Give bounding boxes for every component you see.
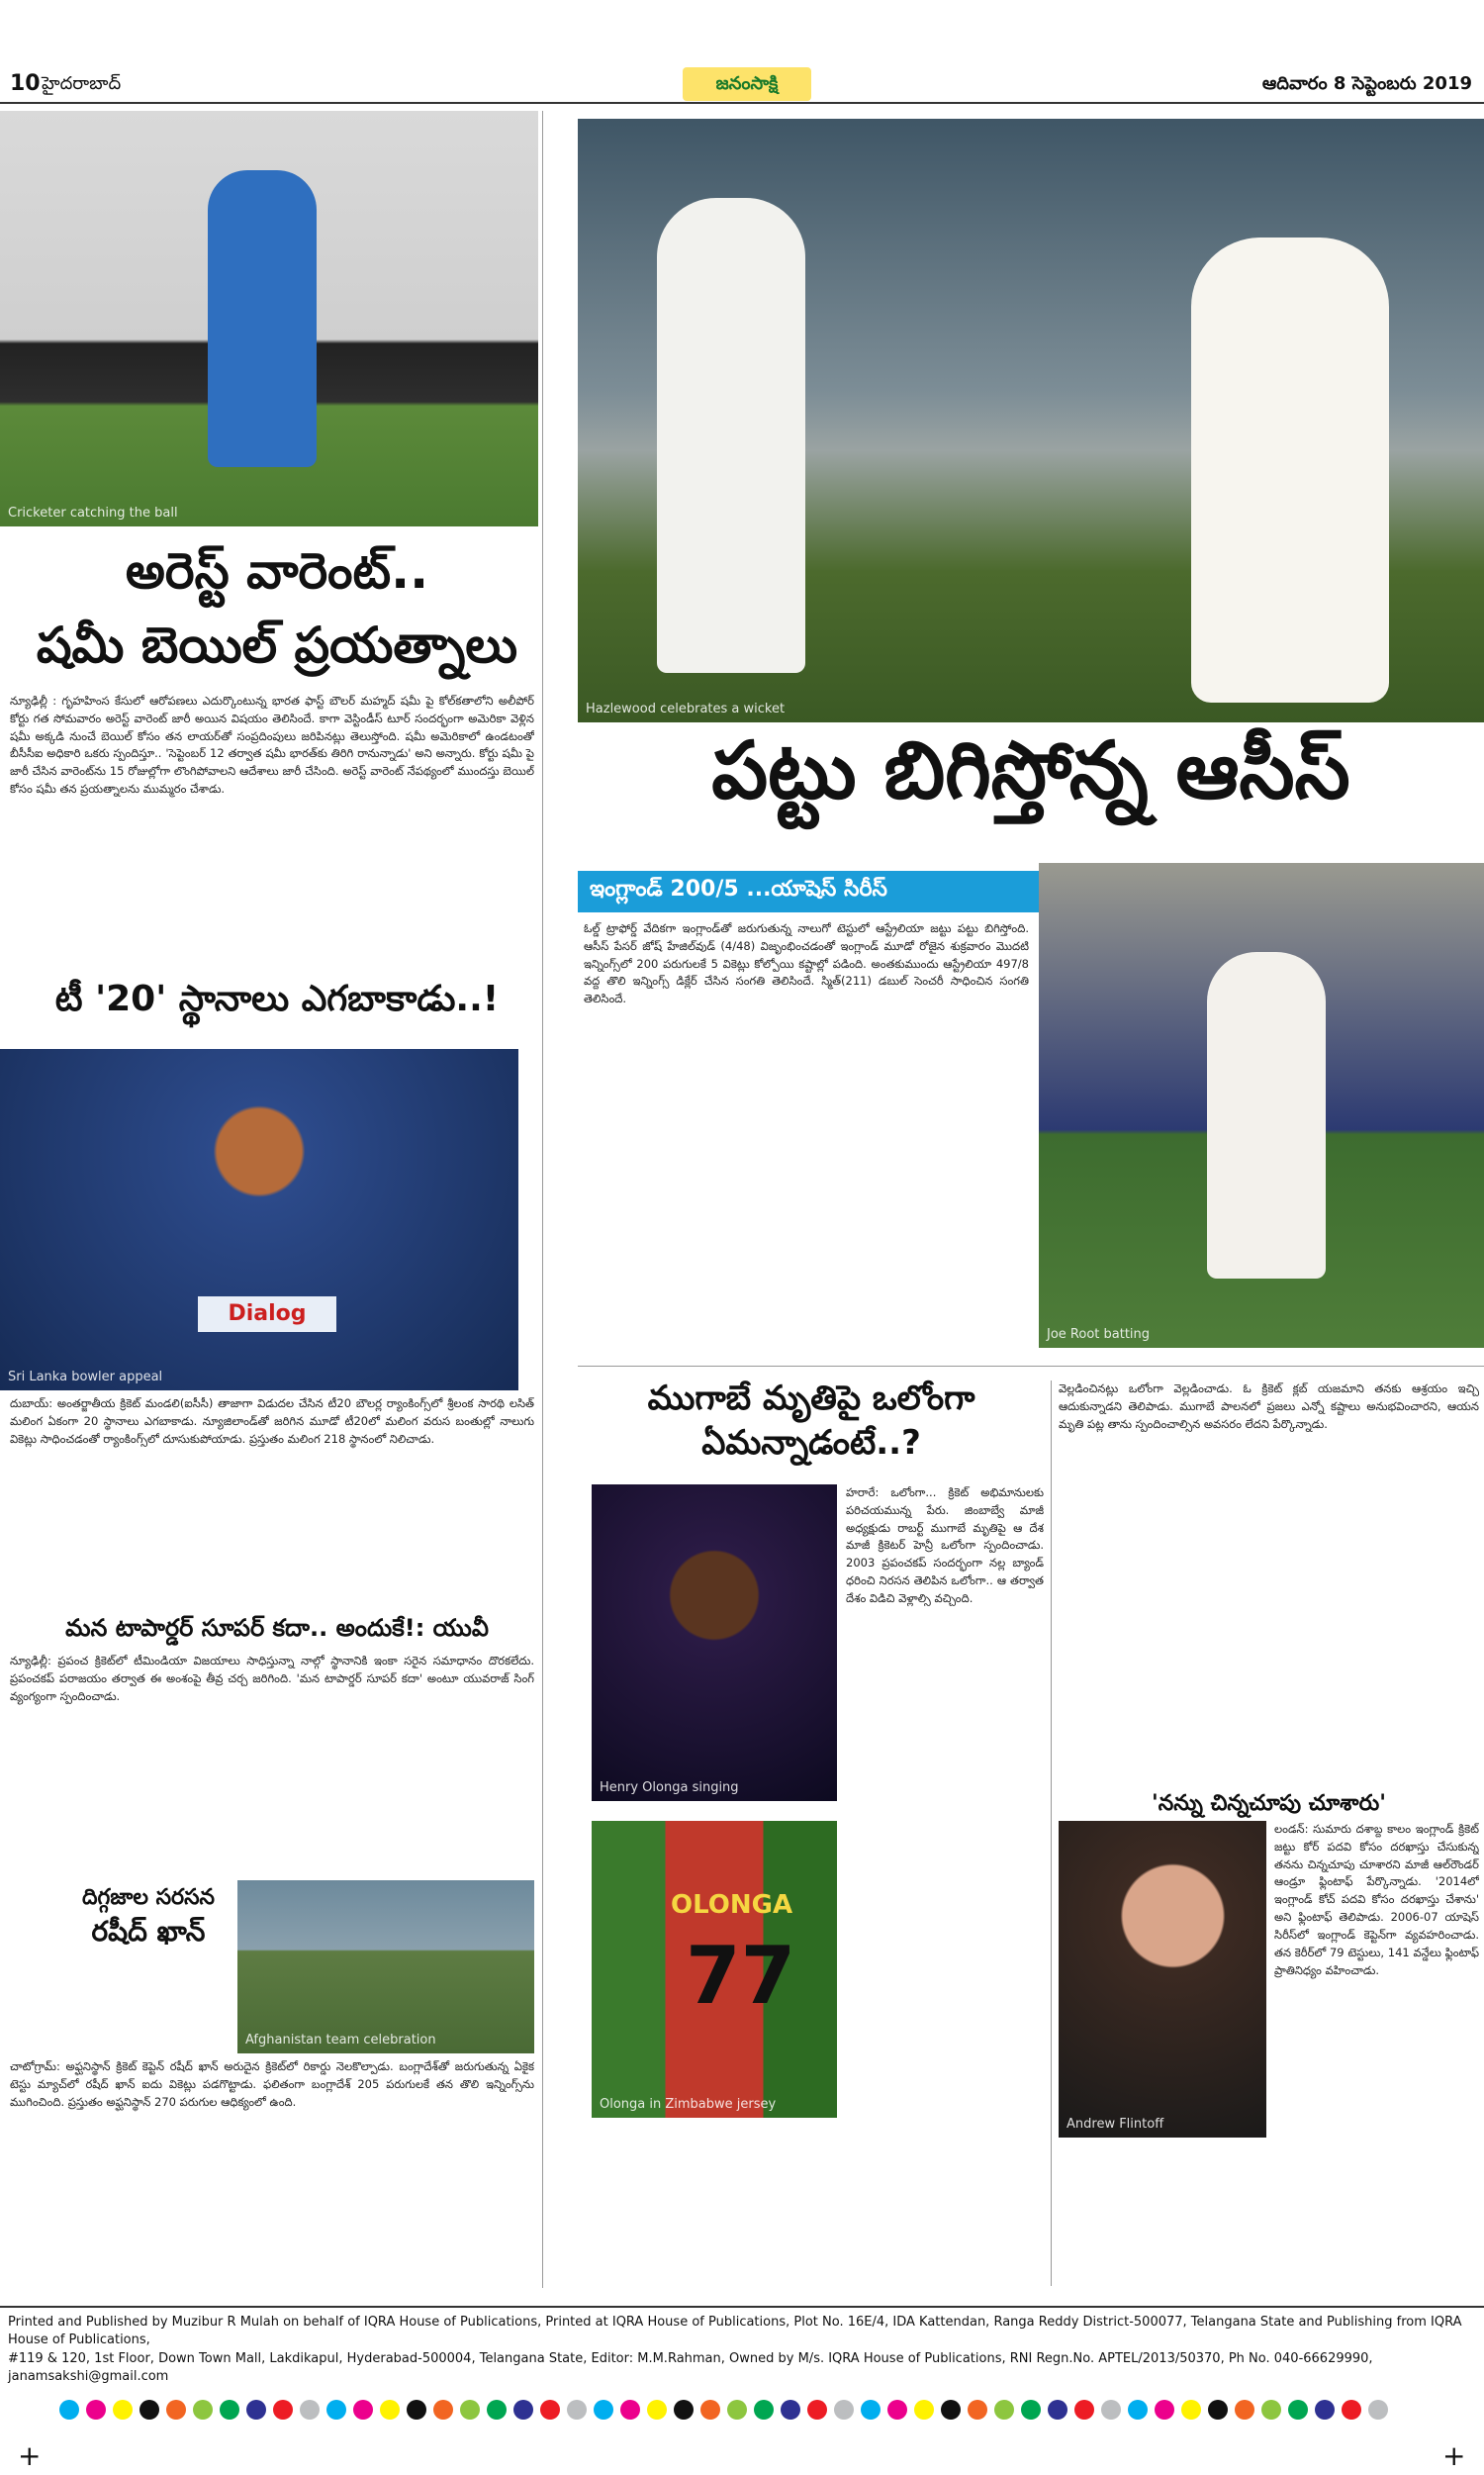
color-swatch (1128, 2400, 1148, 2420)
color-swatch (700, 2400, 720, 2420)
story-ashes: ఓల్డ్ ట్రాఫోర్డ్ వేదికగా ఇంగ్లాండ్‌తో జరుగుతున్న నాలుగో టెస్టులో ఆస్ట్రేలియా జట్టు పట్టు బిగిస్తోంది. ఆసీస్ పేసర్ జోష్ హేజిల్‌వుడ్ (4/48) విజృంభించడంతో ఇంగ్లాండ్ మూడో రోజైన శుక్రవారం మొదటి ఇన్నింగ్స్‌లో 200 పరుగులకే 5 వికెట్లు కోల్పోయి కష్టాల్లో పడింది. అంతకుముందు ఆస్ట్రేలియా 497/8 వద్ద తొలి ఇన్నింగ్స్ డిక్లేర్ చేసిన సంగతి తెలిసిందే. స్మిత్(211) డబుల్ సెంచరీ సాధించిన సంగతి తెలిసిందే. (584, 921, 1029, 1006)
color-swatch (781, 2400, 800, 2420)
mid-column-divider (1051, 1380, 1052, 2286)
left-photo-malinga: Dialog Sri Lanka bowler appeal (0, 1049, 518, 1390)
story-flintoff: లండన్: సుమారు దశాబ్ద కాలం ఇంగ్లాండ్ క్రికెట్ జట్టు కోర్ పదవి కోసం దరఖాస్తు చేసుకున్న తనను చిన్నచూపు చూశారని మాజీ ఆల్‌రౌండర్ ఆండ్రూ ఫ్లింటాఫ్ పేర్కొన్నాడు. '2014లో ఇంగ్లాండ్ కోచ్ పదవి కోసం దరఖాస్తు చేశాను' అని ఫ్లింటాఫ్ తెలిపాడు. 2006-07 యాషెస్ సిరీస్‌లో ఇంగ్లాండ్ కెప్టెన్‌గా వ్యవహరించాడు. తన కెరీర్‌లో 79 టెస్టులు, 141 వన్డేలు ఫ్లింటాఫ్ ప్రాతినిధ్యం వహించాడు. (1274, 1822, 1479, 1977)
color-swatch (1261, 2400, 1281, 2420)
left-photo-afghan: Afghanistan team celebration (237, 1880, 534, 2053)
color-swatch (727, 2400, 747, 2420)
jersey-logo: Dialog (198, 1296, 336, 1332)
footer-rule (0, 2306, 1484, 2308)
headline-rashid-line1: దిగ్గజాల సరసన (81, 1885, 215, 1910)
color-swatch (1021, 2400, 1041, 2420)
color-swatch (887, 2400, 907, 2420)
page-number: 10 (10, 71, 41, 96)
story-yuvi: న్యూఢిల్లీ: ప్రపంచ క్రికెట్‌లో టీమిండియా విజయాలు సాధిస్తున్నా నాల్గో స్థానానికి ఇంకా సరైన సమాధానం దొరకలేదు. ప్రపంచకప్ పరాజయం తర్వాత ఈ అంశంపై తీవ్ర చర్చ జరిగింది. 'మన టాపార్డర్ సూపర్ కదా' అంటూ యువరాజ్ సింగ్ వ్యంగ్యంగా స్పందించాడు. (10, 1654, 534, 1703)
color-swatch (59, 2400, 79, 2420)
right-section-divider (578, 1366, 1484, 1367)
masthead (0, 0, 1484, 104)
crop-mark-left: + (18, 2439, 42, 2472)
color-swatch (1315, 2400, 1335, 2420)
headline-aussies: పట్టు బిగిస్తోన్న ఆసీస్ (711, 724, 1350, 816)
color-swatch (220, 2400, 239, 2420)
date-line: ఆదివారం 8 సెప్టెంబరు 2019 (1261, 73, 1472, 94)
color-swatch (1155, 2400, 1174, 2420)
color-swatch (273, 2400, 293, 2420)
headline-shami-line2: షమీ బెయిల్ ప్రయత్నాలు (36, 617, 518, 674)
crop-mark-right: + (1442, 2439, 1466, 2472)
color-swatch (246, 2400, 266, 2420)
color-swatch (433, 2400, 453, 2420)
color-swatch (941, 2400, 961, 2420)
color-swatch (86, 2400, 106, 2420)
color-swatch (380, 2400, 400, 2420)
headline-malinga: టీ '20' స్థానాలు ఎగబాకాడు..! (54, 979, 500, 1019)
color-swatch (1368, 2400, 1388, 2420)
left-column-divider (542, 111, 543, 2288)
color-swatch (513, 2400, 533, 2420)
story-malinga: దుబాయ్: అంతర్జాతీయ క్రికెట్ మండలి(ఐసీసీ) తాజాగా విడుదల చేసిన టీ20 బౌలర్ల ర్యాంకింగ్స్‌లో శ్రీలంక సారథి లసిత్ మలింగ ఏకంగా 20 స్థానాలు ఎగబాకాడు. న్యూజిలాండ్‌తో జరిగిన మూడో టీ20లో మలింగ వరుస బంతుల్లో నాలుగు వికెట్లు సాధించడంతో ర్యాంకింగ్స్‌లో దూసుకుపోయాడు. ప్రస్తుతం మలింగ 218 స్థానంలో నిలిచాడు. (10, 1396, 534, 1446)
color-swatch (407, 2400, 426, 2420)
color-swatch (113, 2400, 133, 2420)
color-swatch (460, 2400, 480, 2420)
story-olonga: హరారే: ఒలోంగా... క్రికెట్ అభిమానులకు పరిచయమున్న పేరు. జింబాబ్వే మాజీ అధ్యక్షుడు రాబర్ట్ ముగాబే మృతిపై ఆ దేశ మాజీ క్రికెటర్ హెన్రీ ఒలోంగా స్పందించాడు. 2003 ప్రపంచకప్ సందర్భంగా నల్ల బ్యాండ్ ధరించి నిరసన తెలిపిన ఒలోంగా.. ఆ తర్వాత దేశం విడిచి వెళ్లాల్సి వచ్చింది. (846, 1485, 1044, 1605)
color-swatch (994, 2400, 1014, 2420)
color-swatch (1048, 2400, 1067, 2420)
paper-logo (683, 67, 811, 101)
color-swatch (1181, 2400, 1201, 2420)
color-swatch (914, 2400, 934, 2420)
headline-olonga-line1: ముగాబే మృతిపై ఒలోంగా (647, 1379, 975, 1418)
color-swatch (353, 2400, 373, 2420)
story-olonga-continued: వెల్లడించినట్లు ఒలోంగా వెల్లడించాడు. ఓ క్రికెట్ క్లబ్ యజమాని తనకు ఆశ్రయం ఇచ్చి ఆదుకున్నాడని తెలిపాడు. ముగాబే పాలనలో ప్రజలు ఎన్నో కష్టాలు అనుభవించారని, ఆయన మృతి పట్ల తాను స్పందించాల్సిన అవసరం లేదని పేర్కొన్నాడు. (1059, 1381, 1479, 1431)
imprint-line2: #119 & 120, 1st Floor, Down Town Mall, Lakdikapul, Hyderabad-500004, Telangana State, Editor: M.M.Rahman, Owned by M/s. IQRA House of Publications, RNI Regn.No. APTEL/2013/50370, Ph No. 040-66629990, janamsakshi@gmail.com (8, 2351, 1373, 2384)
color-swatch (1208, 2400, 1228, 2420)
photo-olonga-singing: Henry Olonga singing (592, 1484, 837, 1801)
side-photo-root: Joe Root batting (1039, 863, 1484, 1348)
story-rashid: చాటోగ్రామ్: అఫ్ఘనిస్థాన్ క్రికెట్ కెప్టెన్ రషీద్ ఖాన్ అరుదైన క్రికెట్‌లో రికార్డు నెలకొల్పాడు. బంగ్లాదేశ్‌తో జరుగుతున్న ఏకైక టెస్టు మ్యాచ్‌లో రషీద్ ఖాన్ ఐదు వికెట్లు పడగొట్టాడు. ఫలితంగా బంగ్లాదేశ్ 205 పరుగులకే తన తొలి ఇన్నింగ్స్‌ను ముగించింది. ప్రస్తుతం అఫ్ఘనిస్థాన్ 270 పరుగుల ఆధిక్యంలో ఉంది. (10, 2059, 534, 2109)
color-swatch (1101, 2400, 1121, 2420)
batsman-figure (657, 198, 805, 673)
color-swatch (139, 2400, 159, 2420)
left-photo-fielder: Cricketer catching the ball (0, 111, 538, 526)
color-swatch (620, 2400, 640, 2420)
headline-rashid-line2: రషీద్ ఖాన్ (91, 1915, 206, 1948)
color-swatch (674, 2400, 694, 2420)
color-swatch (834, 2400, 854, 2420)
masthead-rule (0, 102, 1484, 104)
color-swatch (300, 2400, 320, 2420)
color-registration-bar (59, 2400, 1425, 2424)
city-name: హైదరాబాద్ (42, 73, 122, 94)
color-swatch (968, 2400, 987, 2420)
paper-name: జనంసాక్షి (715, 73, 779, 94)
jersey-name: OLONGA (671, 1890, 793, 1920)
color-swatch (567, 2400, 587, 2420)
color-swatch (1235, 2400, 1254, 2420)
color-swatch (1342, 2400, 1361, 2420)
color-swatch (594, 2400, 613, 2420)
score-badge-text: ఇంగ్లాండ్ 200/5 ...యాషెస్ సిరీస్ (590, 877, 887, 902)
headline-olonga-line2: ఏమన్నాడంటే..? (701, 1423, 921, 1463)
headline-flintoff: 'నన్ను చిన్నచూపు చూశారు' (1152, 1791, 1386, 1816)
color-swatch (647, 2400, 667, 2420)
color-swatch (326, 2400, 346, 2420)
bowler-figure (1191, 238, 1389, 703)
photo-olonga-jersey: OLONGA 77 Olonga in Zimbabwe jersey (592, 1821, 837, 2118)
story-shami: న్యూఢిల్లీ : గృహహింస కేసులో ఆరోపణలు ఎదుర్కొంటున్న భారత ఫాస్ట్ బౌలర్ మహ్మద్ షమీ పై కోల్‌కతాలోని అలీపోర్ కోర్టు గత సోమవారం అరెస్ట్ వారెంట్ జారీ అయిన విషయం తెలిసిందే. కాగా వెస్టిండీస్ టూర్ సందర్భంగా అమెరికా వెళ్లిన షమీ అక్కడి నుంచే బెయిల్ కోసం తన లాయర్‌తో సంప్రదింపులు జరిపినట్లు తెలుస్తోంది. షమీ అమెరికాలో ఉండటంతో బీసీసీఐ అధికారి ఒకరు స్పందిస్తూ.. 'సెప్టెంబర్ 12 తర్వాత షమీ భారత్‌కు తిరిగి రానున్నాడు' అని అన్నారు. కోర్టు షమీ పై జారీ చేసిన వారెంట్‌ను 15 రోజుల్లోగా లొంగిపోవాలని ఆదేశాలు జారీ చేసింది. అరెస్ట్ వారెంట్ నేపథ్యంలో ముందస్తు బెయిల్ కోసం షమీ తన ప్రయత్నాలను ముమ్మరం చేశాడు. (10, 694, 534, 797)
color-swatch (754, 2400, 774, 2420)
color-swatch (807, 2400, 827, 2420)
color-swatch (166, 2400, 186, 2420)
headline-yuvi: మన టాపార్డర్ సూపర్ కదా.. అందుకే!: యువీ (65, 1614, 489, 1642)
color-swatch (487, 2400, 507, 2420)
main-photo-hazlewood: Hazlewood celebrates a wicket (578, 119, 1484, 722)
color-swatch (193, 2400, 213, 2420)
color-swatch (540, 2400, 560, 2420)
root-figure (1207, 952, 1326, 1279)
color-swatch (1074, 2400, 1094, 2420)
jersey-number: 77 (686, 1930, 796, 2022)
score-badge (578, 871, 1043, 912)
imprint-line1: Printed and Published by Muzibur R Mulah on behalf of IQRA House of Publications, Printed at IQRA House of Publications, Plot No. 16E/4, IDA Kattendan, Ranga Reddy District-500077, Telangana State and Publishing from IQRA House of Publications, (8, 2315, 1462, 2347)
photo-flintoff: Andrew Flintoff (1059, 1821, 1266, 2138)
headline-shami-line1: అరెస్ట్ వారెంట్.. (125, 542, 429, 600)
player-figure (208, 170, 317, 467)
color-swatch (861, 2400, 881, 2420)
color-swatch (1288, 2400, 1308, 2420)
